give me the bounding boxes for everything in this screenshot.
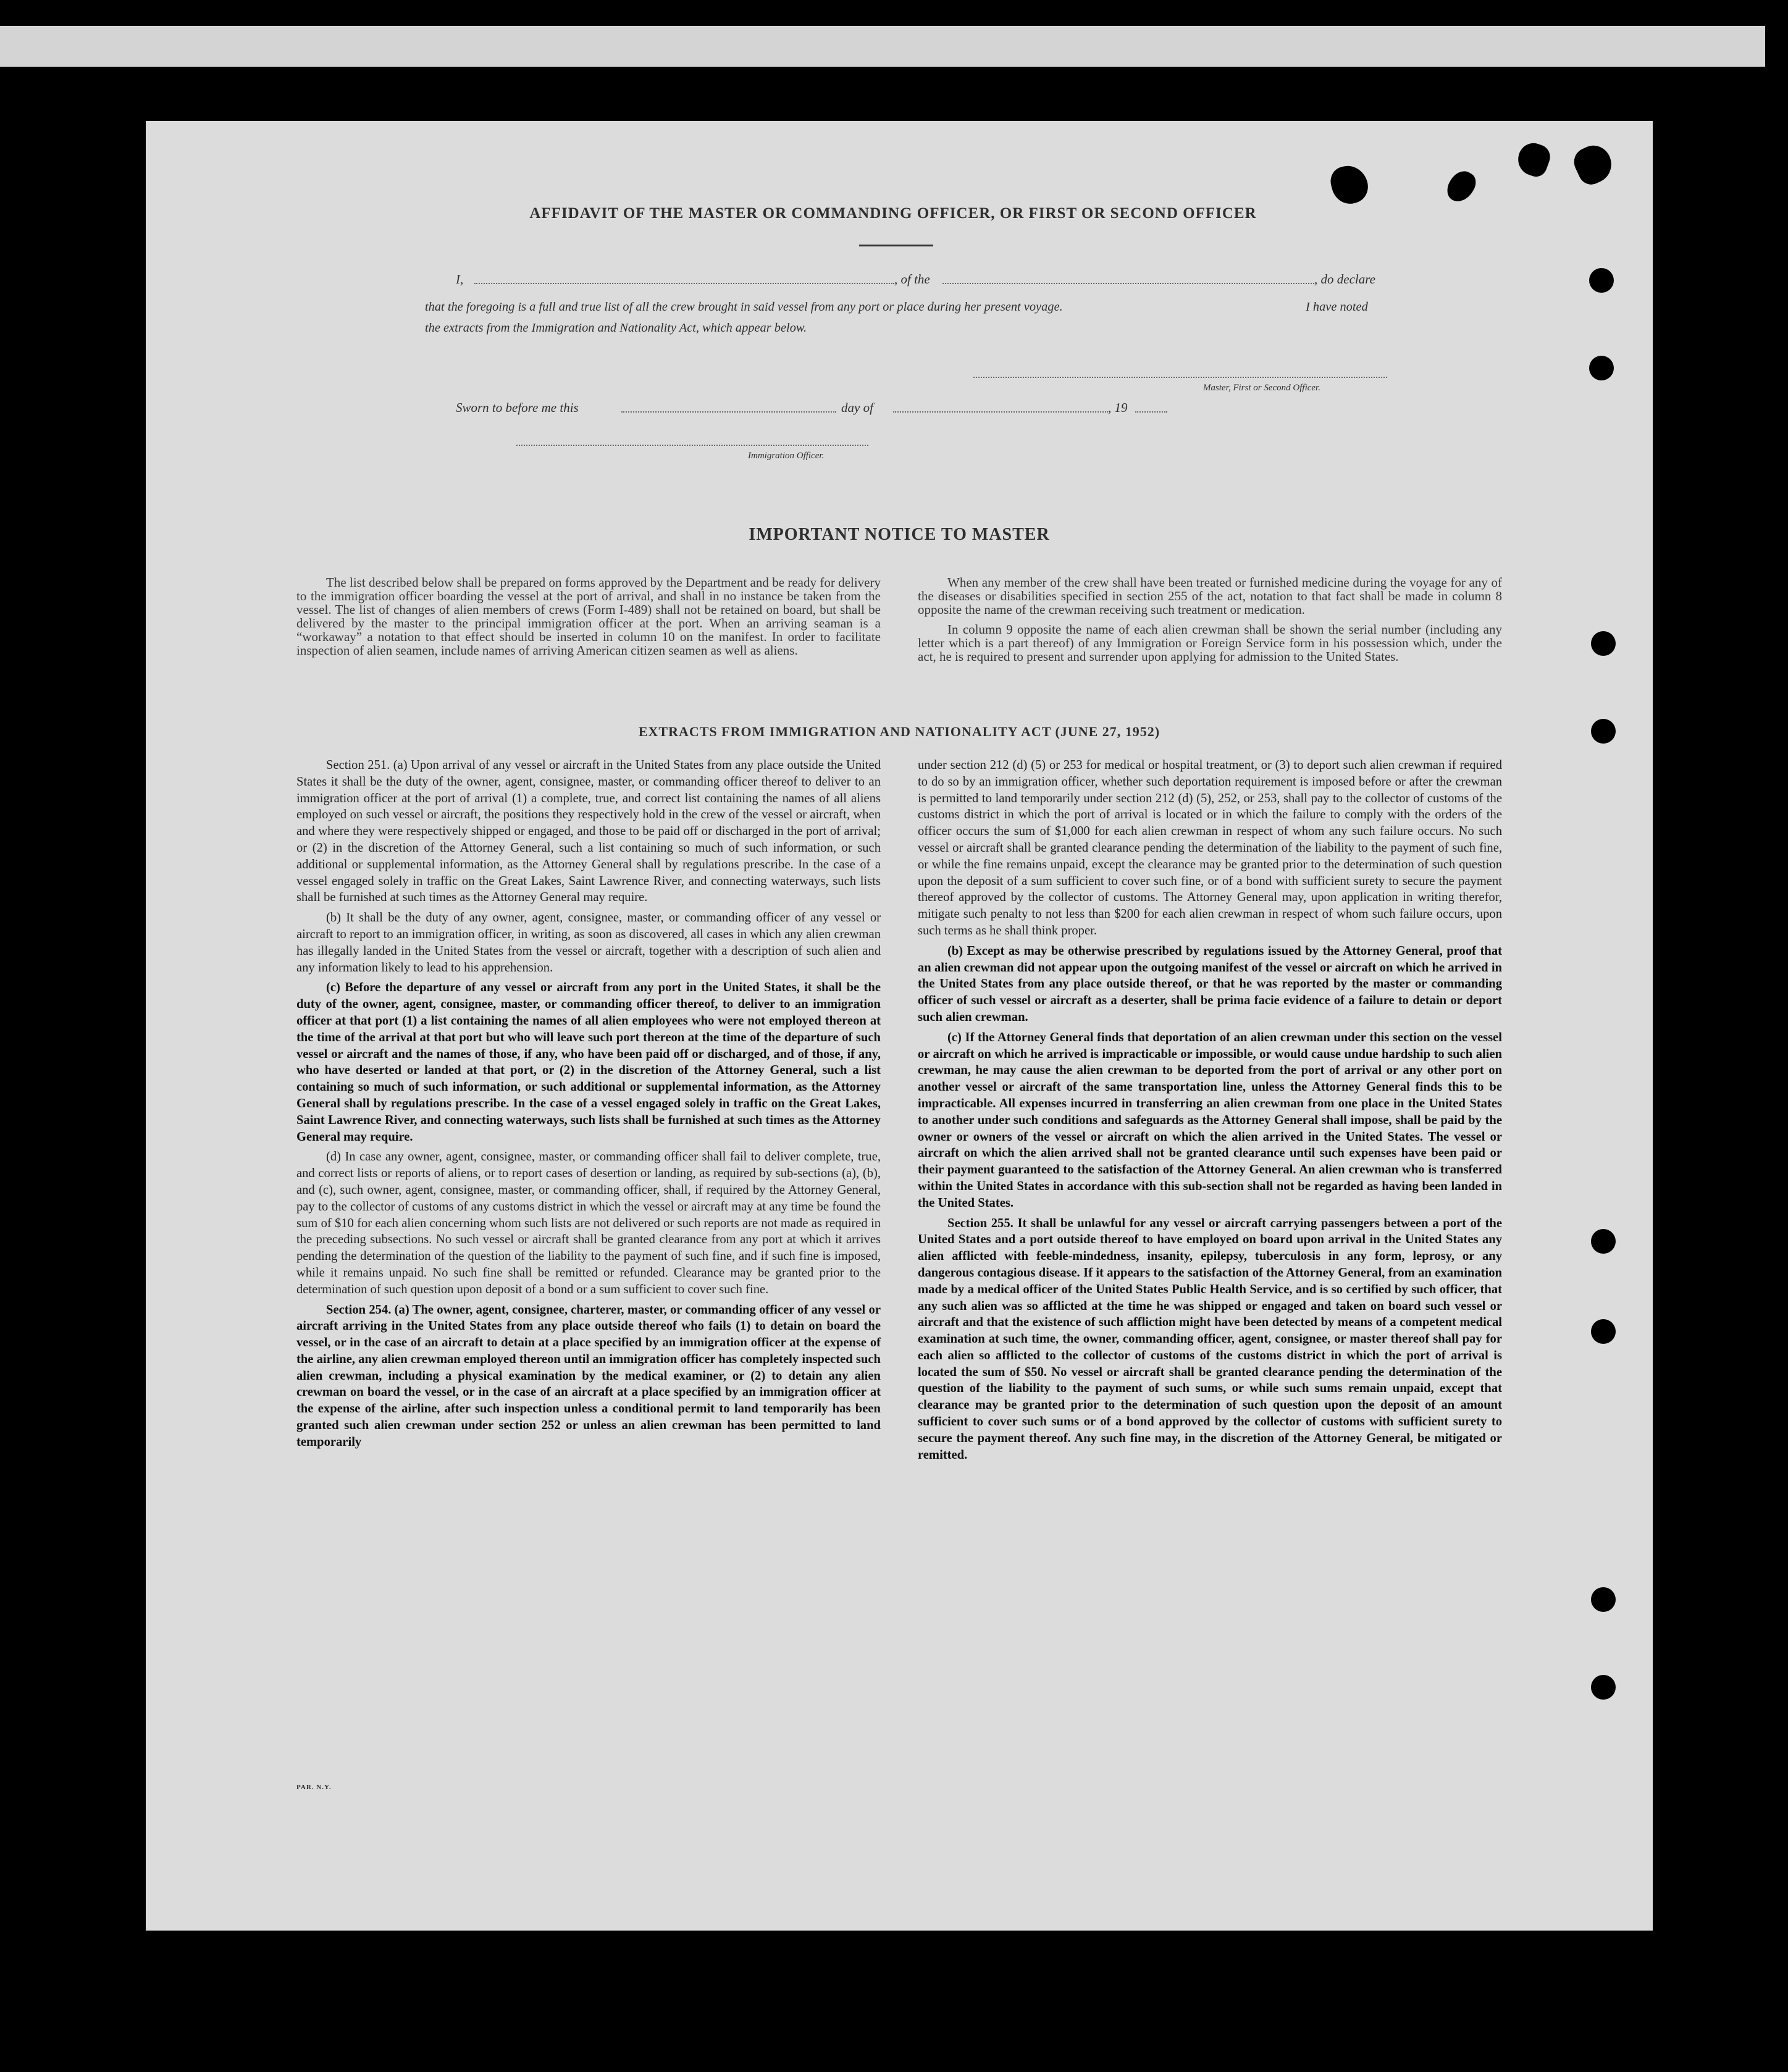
section-251-d: (d) In case any owner, agent, consignee, master, or commanding officer shall fail to deliver complete, true, and correct lists or reports of aliens, or to report cases of desertion or landing, as required by sub-sections (a), (b), and (c), such owner, agent, consignee, master, or commanding officer, shall, if required by the Attorney General, pay to the collector of customs of any customs district in which the vessel or aircraft may at any time be found the sum of $10 for each alien concerning whom such lists are not delivered or such reports are not made as required in the preceding subsections. No such vessel or aircraft shall be granted clearance from any port at which it arrives pending the determination of the question of the liability to the payment of such fine, and if such fine is imposed, while it remains unpaid. No such fine shall be remitted or refunded. Clearance may be granted prior to the determination of such question upon deposit of a bond or a sum sufficient to cover such fine.: [296, 1150, 881, 1296]
punch-hole: [1591, 1675, 1616, 1700]
punch-hole: [1591, 719, 1616, 744]
day-of-label: day of: [841, 400, 873, 415]
declaration-line-3: the extracts from the Immigration and Nationality Act, which appear below.: [425, 321, 807, 335]
notice-right-paragraph-1: When any member of the crew shall have been treated or furnished medicine during the voyage for any of the diseases or disabilities specified in section 255 of the act, notation to that fact shall be made in column 8 opposite the name of the crewman receiving such treatment or medication.: [918, 575, 1502, 617]
section-251-a: Section 251. (a) Upon arrival of any vessel or aircraft in the United States from any place outside the United States it shall be the duty of the owner, agent, consignee, master, or commanding officer thereof to deliver to an immigration officer at the port of arrival (1) a complete, true, and correct list containing the names of all aliens employed on such vessel or aircraft, the positions they respectively hold in the crew of the vessel or aircraft, when and where they were respectively shipped or engaged, and those to be paid off or discharged in the port of arrival; or (2) in the discretion of the Attorney General, such a list containing so much of such information, or such additional or supplemental information, as the Attorney General shall by regulations prescribe. In the case of a vessel engaged solely in traffic on the Great Lakes, Saint Lawrence River, and connecting waterways, such lists shall be furnished at such times as the Attorney General may require.: [296, 758, 881, 905]
punch-hole: [1591, 631, 1616, 656]
extracts-left-column: [296, 757, 881, 1454]
notice-right-column: [918, 576, 1502, 663]
punch-hole: [1591, 1587, 1616, 1612]
section-251-b: (b) It shall be the duty of any owner, agent, consignee, master, or commanding officer of any vessel or aircraft to report to an immigration officer, in writing, as soon as discovered, all cases in which any alien crewman has illegally landed in the United States from the vessel or aircraft, together with a description of such alien and any information likely to lead to his apprehension.: [296, 911, 881, 975]
immigration-officer-caption: Immigration Officer.: [748, 451, 825, 461]
punch-hole: [1589, 356, 1614, 380]
name-blank: [474, 283, 894, 284]
ink-blot: [1514, 139, 1554, 180]
declaration-line-2: that the foregoing is a full and true list of all the crew brought in said vessel from any port or place during her present voyage.: [425, 300, 1063, 314]
sworn-day-blank: [621, 411, 836, 413]
affidavit-i-label: I,: [456, 272, 464, 287]
extracts-right-column: [918, 757, 1502, 1467]
section-254-a: Section 254. (a) The owner, agent, consignee, charterer, master, or commanding officer of any vessel or aircraft arriving in the United States from any place outside thereof who fails (1) to detain on board the vessel, or in the case of an aircraft to detain at a place specified by an immigration officer at the expense of the airline, any alien crewman employed thereon until an immigration officer has completely inspected such alien crewman, including a physical examination by the medical examiner, or (2) to detain any alien crewman on board the vessel, or in the case of an aircraft at a place specified by an immigration officer at the expense of the airline, after such inspection unless a conditional permit to land temporarily has been granted such alien crewman under section 252 or unless an alien crewman has been permitted to land temporarily: [296, 1302, 881, 1449]
affidavit-title: AFFIDAVIT OF THE MASTER OR COMMANDING OFFICER, OR FIRST OR SECOND OFFICER: [529, 205, 1257, 222]
immigration-officer-line: [516, 445, 868, 446]
section-255: Section 255. It shall be unlawful for any vessel or aircraft carrying passengers between a port of the United States and a port outside thereof to have employed on board upon arrival in the United States any alien afflicted with feeble-mindedness, insanity, epilepsy, tuberculosis in any form, leprosy, or any dangerous contagious disease. If it appears to the satisfaction of the Attorney General, from an examination made by a medical officer of the United States Public Health Service, and is so certified by such officer, that any such alien was so afflicted at the time he was shipped or engaged and taken on board such vessel or aircraft and that the existence of such affliction might have been detected by means of a competent medical examination at such time, the owner, commanding officer, agent, consignee, or master thereof shall pay for each alien so afflicted to the collector of customs of the customs district in which the port of arrival is located the sum of $50. No vessel or aircraft shall be granted clearance pending the determination of the question of the liability to the payment of such sums, or while such sums remain unpaid, except that clearance may be granted prior to the determination of such question upon the deposit of an amount sufficient to cover such sums or of a bond approved by the collector of customs with sufficient surety to secure the payment thereof. Any such fine may, in the discretion of the Attorney General, be mitigated or remitted.: [918, 1216, 1502, 1462]
section-254-c: (c) If the Attorney General finds that deportation of an alien crewman under this section on the vessel or aircraft on which he arrived is impracticable or impossible, or would cause undue hardship to such alien crewman, he may cause the alien crewman to be deported from the port of arrival or any other port on another vessel or aircraft of the same transportation line, unless the Attorney General finds this to be impracticable. All expenses incurred in transferring an alien crewman from one place in the United States to another under such conditions and safeguards as the Attorney General shall impose, shall be paid by the owner or owners of the vessel or aircraft on which the alien arrived in the United States. The vessel or aircraft on which the alien arrived shall not be granted clearance until such expenses have been paid or their payment guaranteed to the satisfaction of the Attorney General. An alien crewman who is transferred within the United States in accordance with this sub-section shall not be regarded as having been landed in the United States.: [918, 1030, 1502, 1210]
notice-title: IMPORTANT NOTICE TO MASTER: [749, 525, 1050, 544]
master-signature-caption: Master, First or Second Officer.: [1203, 383, 1320, 393]
notice-left-paragraph: The list described below shall be prepared on forms approved by the Department and be ready for delivery to the immigration officer boarding the vessel at the port of arrival, and shall in no instance be taken from the vessel. The list of changes of alien members of crews (Form I-489) shall not be retained on board, but shall be delivered by the master to the principal immigration officer at the port. When an arriving seaman is a “workaway” a notation to that effect should be inserted in column 10 on the manifest. In order to facilitate inspection of alien seamen, include names of arriving American citizen seamen as well as aliens.: [296, 575, 881, 658]
punch-hole: [1591, 1319, 1616, 1344]
ink-blot: [1443, 166, 1480, 206]
punch-hole: [1591, 1229, 1616, 1254]
printer-mark: PAR. N.Y.: [296, 1784, 332, 1791]
declaration-noted: I have noted: [1306, 300, 1368, 314]
year-label: , 19: [1108, 400, 1128, 415]
title-underline: [859, 245, 933, 246]
notice-left-column: [296, 576, 881, 657]
section-254-b: (b) Except as may be otherwise prescribed by regulations issued by the Attorney General, proof that an alien crewman did not appear upon the outgoing manifest of the vessel or aircraft on which he arrived in the United States from any place outside thereof, or that he was reported by the master or commanding officer of such vessel or aircraft as a deserter, shall be prima facie evidence of a failure to detain or deport such alien crewman.: [918, 944, 1502, 1024]
sworn-label: Sworn to before me this: [456, 400, 579, 415]
sworn-year-blank: [1135, 411, 1167, 413]
ink-blot: [1327, 162, 1372, 208]
extracts-title: EXTRACTS FROM IMMIGRATION AND NATIONALITY ACT (JUNE 27, 1952): [638, 724, 1161, 739]
section-254-a-continued: under section 212 (d) (5) or 253 for medical or hospital treatment, or (3) to deport such alien crewman if required to do so by an immigration officer, whether such deportation requirement is imposed before or after the crewman is permitted to land temporarily under section 212 (d) (5), 252, or 253, shall pay to the collector of customs of the customs district in which the port of arrival is located or in which the failure to comply with the orders of the officer occurs the sum of $1,000 for each alien crewman in respect of whom any such failure occurs. No such vessel or aircraft shall be granted clearance pending the determination of the liability to the payment of such fine, or while the fine remains unpaid, except the clearance may be granted prior to the determination of such question upon the deposit of a sum sufficient to cover such fine, or of a bond with sufficient surety to secure the payment thereof approved by the collector of customs. The Attorney General may, upon application in writing therefor, mitigate such penalty to not less than $200 for each alien crewman in respect of whom such failure occurs, upon such terms as he shall think proper.: [918, 758, 1502, 937]
sworn-month-blank: [893, 411, 1108, 413]
scanner-top-strip: [0, 26, 1765, 67]
affidavit-do-declare-label: , do declare: [1314, 272, 1375, 287]
ink-blot: [1569, 140, 1618, 189]
punch-hole: [1589, 268, 1614, 293]
document-page: [146, 121, 1653, 1931]
section-251-c: (c) Before the departure of any vessel or aircraft from any port in the United States, it shall be the duty of the owner, agent, consignee, master, or commanding officer thereof, to deliver to an immigration officer at that port (1) a list containing the names of all alien employees who were not employed thereon at the time of the arrival at that port but who will leave such port thereon at the time of the departure of such vessel or aircraft and the names of those, if any, who have been paid off or discharged, and of those, if any, who have deserted or landed at that port, or (2) in the discretion of the Attorney General, such a list containing so much of such information, or such additional or supplemental information, as the Attorney General shall by regulations prescribe. In the case of a vessel engaged solely in traffic on the Great Lakes, Saint Lawrence River, and connecting waterways, such lists shall be furnished at such times as the Attorney General may require.: [296, 981, 881, 1144]
vessel-blank: [942, 283, 1314, 284]
notice-right-paragraph-2: In column 9 opposite the name of each alien crewman shall be shown the serial number (including any letter which is a part thereof) of any Immigration or Foreign Service form in his possession which, under the act, he is required to present and surrender upon applying for admission to the United States.: [918, 622, 1502, 664]
master-signature-line: [973, 377, 1387, 378]
affidavit-of-the-label: , of the: [894, 272, 930, 287]
